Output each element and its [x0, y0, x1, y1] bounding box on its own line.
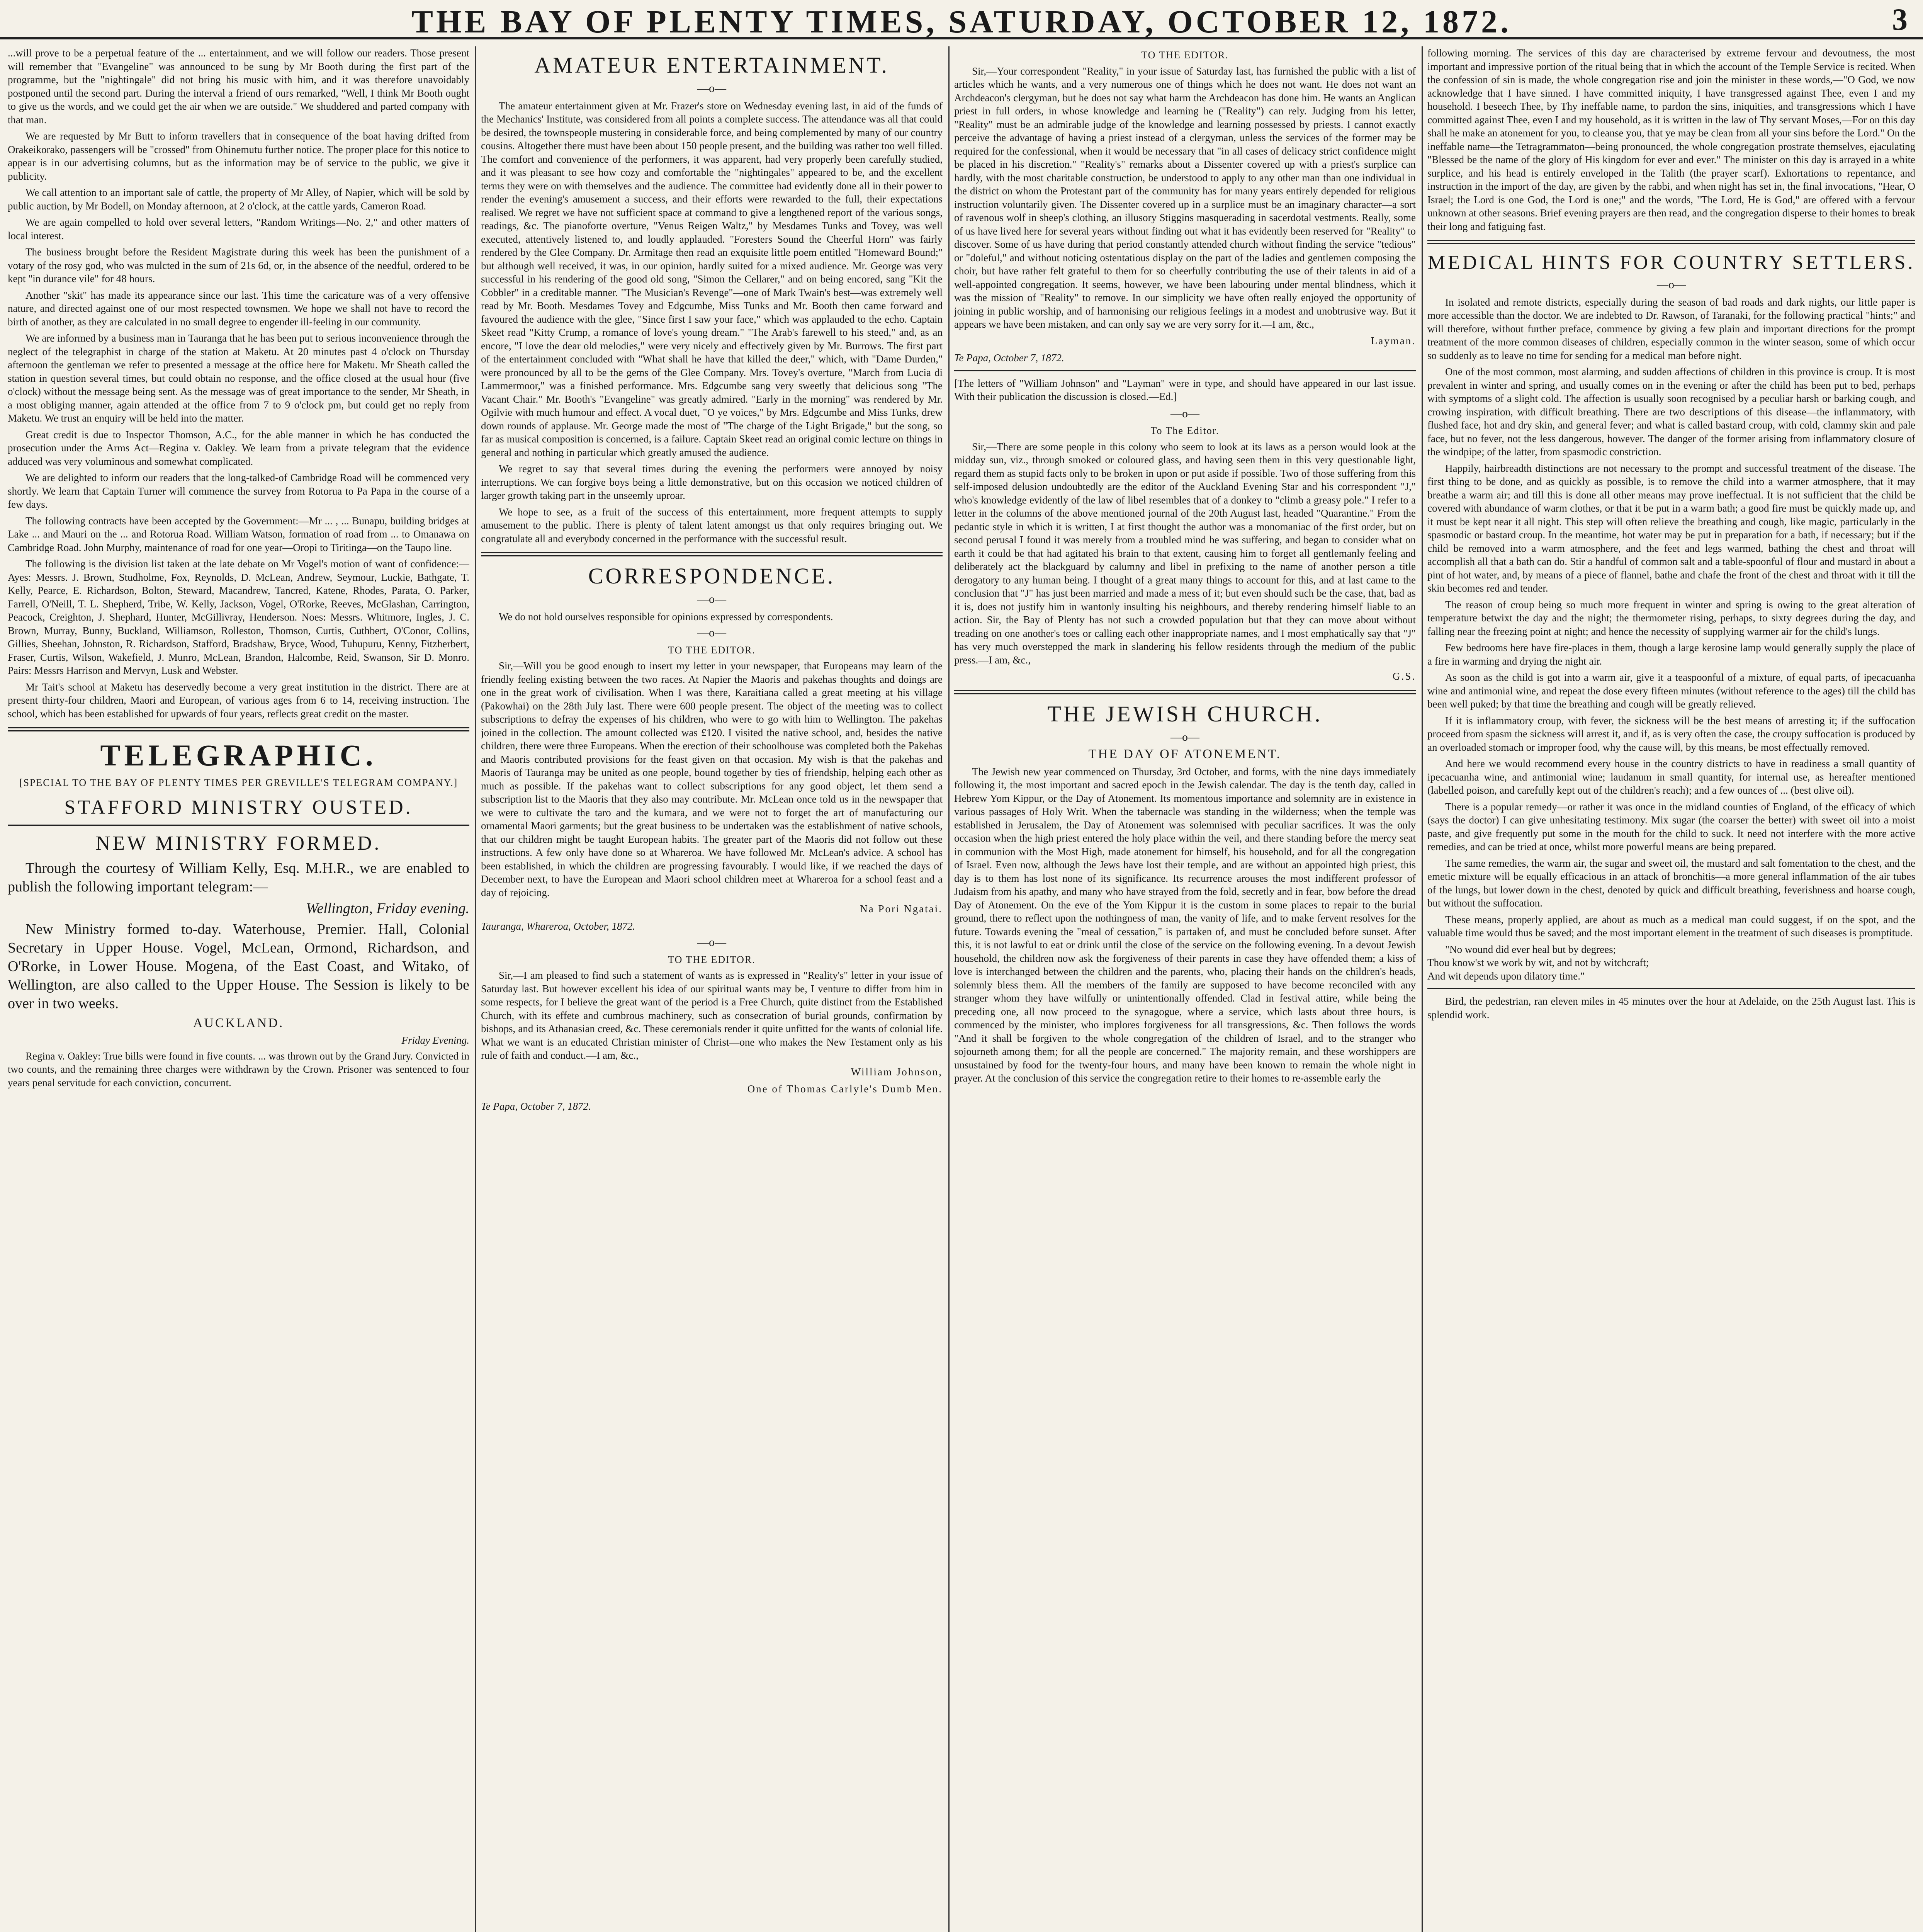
auckland-dateline: Friday Evening. — [401, 1034, 469, 1046]
news-paragraph: We are requested by Mr Butt to inform travellers that in consequence of the boat having drifted from Orakeikorako, passengers will be "crossed" from Ohinemutu further notice. The proper place for this notice to appear is in our advertising columns, but as the information may be of service to the public, we give it publicity. — [8, 130, 469, 182]
telegram-block — [8, 859, 469, 1013]
news-paragraph: following morning. The services of this day are characterised by extreme fervour and devoutness, the most important and impressive portion of the ritual being that in which the account of the Temple Service is recited. When the confession of sin is made, the whole congregation rise and join the minister in these words,—"O God, we now acknowledge that I have sinned. I have committed iniquity, I have transgressed against Thee, even I and my household. I beseech Thee, by Thy ineffable name, to pardon the sins, iniquities, and transgressions which I have committed against Thee, even I and my household, as it is written in the law of Thy servant Moses,—For on this day shall he make an atonement for you, to cleanse you, that ye may be clean from all your sins before the Lord." On the ineffable name—the Tetragrammaton—being pronounced, the whole congregation prostrate themselves, ejaculating "Blessed be the name of the glory of His kingdom for ever and ever." The minister on this day is arrayed in a white surplice, and his head is entirely enveloped in the Talith (the prayer scarf). Exhortations to repentance, and instruction in the import of the day, are given by the rabbi, and when night has set in, the final invocations, "Hear, O Israel; the Lord is one God, the Lord is one;" and the words, "The Lord, He is God," are offered with a fervour unknown at other seasons. Brief evening prayers are then read, and the congregation disperse to their homes to break their long and fatiguing fast. — [1427, 47, 1915, 232]
news-paragraph: The following is the division list taken at the late debate on Mr Vogel's motion of want of confidence:—Ayes: Messrs. J. Brown, Studholme, Fox, Reynolds, D. McLean, Andrew, Seymour, Luckie, Bathgate, T. Kelly, Pearce, E. Richardson, Bolton, Steward, Macandrew, Tancred, Katene, Rhodes, Parata, O. Parker, Farrell, O'Neill, T. L. Shepherd, Tribe, W. Kelly, Jackson, Vogel, O'Rorke, Reeves, McGlashan, Carrington, Peacock, Creighton, J. Shephard, Hunter, McGillivray, Henderson. Noes: Messrs. Whitmore, Ingles, J. C. Brown, Murray, Bunny, Buckland, Williamson, Rolleston, Thomson, Curtis, Cuthbert, O'Conor, Collins, Gillies, Sheehan, Johnston, R. Richardson, Stafford, Bradshaw, Bryce, Wood, Tuhupuru, Kenny, Fitzherbert, Fraser, Curtis, Wilson, Wakefield, J. Munro, McLean, Brandon, Halcombe, Reid, Swanson, Sir D. Monro. Pairs: Messrs Harrison and Mervyn, Lusk and Webster. — [8, 558, 469, 676]
news-paragraph: Few bedrooms here have fire-places in them, though a large kerosine lamp would generally supply the place of a fire in warming and drying the night air. — [1427, 642, 1915, 667]
news-paragraph: We hope to see, as a fruit of the success of this entertainment, more frequent attempts to supply amusement to the public. There is plenty of talent latent amongst us that only requires bringing out. We congratulate all and everybody concerned in the performance with the successful result. — [481, 506, 943, 544]
news-paragraph: ...will prove to be a perpetual feature of the ... entertainment, and we will follow our readers. Those present will remember that "Evangeline" was announced to be sung by Mr Booth during the first part of the programme, but the "nightingale" did not bring his music with him, and it was therefore unavoidably postponed until the second part. During the interval a friend of ours remarked, "Well, I think Mr Booth ought to give us the words, and we could get the air when we are outside." We shuddered and parted company with that man. — [8, 47, 469, 126]
jewish-church-heading: THE JEWISH CHURCH. — [1047, 701, 1323, 726]
news-paragraph: As soon as the child is got into a warm air, give it a teaspoonful of a mixture, of equal parts, of ipecacuanha wine and antimonial wine, and repeat the dose every fifteen minutes (without reference to the ages) till the child has been well puked; by that time the breathing and cough will be greatly relieved. — [1427, 672, 1915, 710]
divider-ornament: —o— — [1657, 278, 1686, 291]
news-paragraph: There is a popular remedy—or rather it was once in the midland counties of England, of the efficacy of which (says the doctor) I can give unhesitating testimony. Mix sugar (the coarser the better) with sweet oil into a moist paste, and give frequently put some in the mouth for the child to suck. It need not interfere with the more active remedies, and can be tried at once, whilst more powerful means are being prepared. — [1427, 801, 1915, 852]
letter-signature: Na Pori Ngatai. — [860, 903, 943, 915]
section-divider — [481, 552, 943, 556]
news-paragraph: And here we would recommend every house in the country districts to have in readiness a small quantity of ipecacuanha wine, and antimonial wine; laudanum in small quantity, for internal use, as hereafter mentioned (labelled poison, and carefully kept out of the children's reach); and a few ounces of ... (best olive oil). — [1427, 758, 1915, 796]
editor-note: [The letters of "William Johnson" and "Layman" were in type, and should have appeared in our last issue. With their publication the discussion is closed.—Ed.] — [954, 377, 1416, 402]
divider-ornament: —o— — [1170, 730, 1199, 743]
correspondence-notice: We do not hold ourselves responsible for opinions expressed by correspondents. — [499, 611, 833, 622]
telegram-dateline: Wellington, Friday evening. — [306, 900, 469, 917]
news-paragraph: Bird, the pedestrian, ran eleven miles in 45 minutes over the hour at Adelaide, on the 25th August last. This is splendid work. — [1427, 995, 1915, 1020]
letter-signature: Layman. — [1371, 335, 1416, 347]
section-divider — [1427, 240, 1915, 244]
section-divider — [8, 727, 469, 731]
news-paragraph: We are delighted to inform our readers that the long-talked-of Cambridge Road will be commenced very shortly. We learn that Captain Turner will commence the survey from Rotorua to Pa Papa in the course of a few days. — [8, 472, 469, 510]
amateur-entertainment-heading: AMATEUR ENTERTAINMENT. — [534, 53, 889, 78]
telegram-intro: Through the courtesy of William Kelly, Esq. M.H.R., we are enabled to publish the following important telegram:— — [8, 860, 469, 895]
news-paragraph: The amateur entertainment given at Mr. Frazer's store on Wednesday evening last, in aid of the funds of the Mechanics' Institute, was considered from all points a complete success. The attendance was all that could be desired, the townspeople mustering in considerable force, and being complemented by many of our country cousins. Altogether there must have been about 150 people present, and the building was rather too well filled. The comfort and convenience of the performers, it was apparent, had very properly been carefully studied, and it was pleasant to see how cozy and comfortable the "nightingales" appeared to be, and the excellent terms they were on with themselves and the audience. The committee had evidently done all in their power to render the evening's amusement a success, and their efforts were rewarded to the full, their expectations realised. We regret we have not sufficient space at command to give a lengthened report of the various songs, readings, &c. The pianoforte overture, "Venus Reigen Waltz," by Mesdames Tunks and Tovey, was well executed, attentively listened to, and loudly applauded. "Foresters Sound the Cheerful Horn" was fairly rendered by the Glee Company. Dr. Armitage then read an exquisite little poem entitled "Homeward Bound;" but although well received, it was, in our opinion, hardly suited for a mixed audience. Mr. George was very successful in his rendering of the good old song, "Simon the Cellarer," and on being encored, sang "Kit the Cobbler" in a creditable manner. "The Musician's Revenge"—one of Mark Twain's best—was extremely well read by Mr. Booth. Mesdames Tovey and Edgcumbe, Miss Tunks and Mr. Booth then came forward and favoured the audience with the glee, "Since first I saw your face," which was applauded to the echo. Captain Skeet read "Kitty Crump, a romance of love's young dream." "The Arab's farewell to his steed," and, as an encore, "I love the dear old melodies," were very nicely and effectively given by Mr. Burrows. The first part of the entertainment concluded with "What shall he have that killed the deer," which, with "Dame Durden," were pronounced by all to be the gems of the Glee Company. Mrs. Tovey's overture, "March from Lucia di Lammermoor," was a finished performance. Mrs. Edgcumbe sang very sweetly that delicious song "The Vacant Chair." Mr. Booth's "Evangeline" was greatly admired. "Early in the morning" was rendered by Mr. Ogilvie with much humour and effect. A vocal duet, "O ye voices," by Mrs. Edgcumbe and Miss Tunks, drew down rounds of applause. Mr. George made the most of "The charge of the Light Brigade," but the song, so far as musical composition is concerned, is a failure. Captain Skeet read an original comic lecture on things in general and nothing in particular which greatly amused the audience. — [481, 100, 943, 458]
news-paragraph: The Jewish new year commenced on Thursday, 3rd October, and forms, with the nine days immediately following it, the most important and sacred epoch in the Jewish calendar. The day is the tenth day, called in Hebrew Yom Kippur, or the Day of Atonement. Its momentous importance and solemnity are in existence in various passages of Holy Writ. When the tabernacle was standing in the wilderness; when the temple was established in Jerusalem, the Day of Atonement was solemnised with peculiar sacrifices. It was the only occasion when the high priest entered the holy place within the veil, and there standing before the mercy seat in communion with the Most High, made atonement for himself, his household, and for all the congregation of Israel. Even now, although the Jews have lost their temple, and are without an appointed high priest, this day is to them has lost none of its significance. Its recurrence arouses the most indifferent professor of Judaism from his apathy, and many who have strayed from the fold, secretly and in fear, bow before the dread Day of Atonement. On the eve of the Yom Kippur it is the custom in some places to repair to the burial ground, there to reflect upon the nothingness of man, the vanity of life, and to make fervent resolves for the future. Towards evening the "meal of cessation," is partaken of, and must be concluded before sunset. After this, it is not lawful to eat or drink until the close of the service on the following evening. In a devout Jewish household, the children now ask the forgiveness of their parents in case they have offended them; a kiss of love is interchanged between the children and the parents, who, placing their hands on the children's heads, solemnly bless them. All the members of the family are supposed to have become reconciled with any stranger whom they have wilfully or unintentionally offended. Clad in festival attire, while being the preceding one, all now proceed to the synagogue, where a service, which lasts about three hours, is commenced by the minister, who implores forgiveness for all transgressions, &c. Then follows the words "And it shall be forgiven to the whole congregation of the children of Israel, and to the stranger who sojourneth among them; for all the people are concerned." The majority remain, and these worshippers are unsustained by food for the twenty-four hours, and many have been known to remain the whole night in prayer. At the conclusion of this service the congregation retire to their homes to re-assemble early the — [954, 765, 1416, 1084]
to-the-editor: TO THE EDITOR. — [668, 954, 756, 965]
news-paragraph: We call attention to an important sale of cattle, the property of Mr Alley, of Napier, which will be sold by public auction, by Mr Bodell, on Monday afternoon, at 2 o'clock, at the cattle yards, Cameron Road. — [8, 187, 469, 212]
correspondence-heading: CORRESPONDENCE. — [588, 563, 836, 588]
column-4 — [1427, 46, 1915, 1932]
news-paragraph: The business brought before the Resident Magistrate during this week has been the punishment of a votary of the rosy god, who was mulcted in the sum of 21s 6d, or, in the absence of the needful, ordered to be kept "in durance vile" for 48 hours. — [8, 246, 469, 284]
rule — [954, 370, 1416, 371]
news-paragraph: In isolated and remote districts, especially during the season of bad roads and dark nights, our little paper is more accessible than the doctor. We are indebted to Dr. Rawson, of Taranaki, for the following practical "hints;" and will therefore, without further preface, commence by giving a few plain and important directions for the prompt treatment of the more common diseases of children, especially common in the winter season, some of which occur so suddenly as to leave no time for sending for a medical man before night. — [1427, 296, 1915, 361]
letter-place: Te Papa, October 7, 1872. — [481, 1100, 591, 1112]
divider-ornament: —o— — [697, 82, 726, 95]
verse-quote: "No wound did ever heal but by degrees; Thou know'st we work by wit, and not by witchcraft; And wit depends upon dilatory time." — [1427, 943, 1649, 982]
divider-ornament: —o— — [697, 626, 726, 639]
letter-body: Sir,—Will you be good enough to insert my letter in your newspaper, that Europeans may learn of the friendly feeling existing between the two races. At Napier the Maoris and pakehas thoughts and doings are one in the great work of civilisation. When I was there, Karaitiana called a great meeting at his village (Pakowhai) on the 28th July last. There were 600 people present. The object of the meeting was to collect subscriptions to defray the expenses of his children, who were to go with him to Wellington. The pakehas joined in the collection. The amount collected was £120. I visited the native school, and, besides the native children, there were three Europeans. When the erection of their schoolhouse was completed both the Pakehas and Maoris contributed provisions for the feast given on that occasion. My wish is that the pakehas and Maoris of Tauranga may be united as one people, bound together by ties of friendship, helping each other as much as possible. If the pakehas want to collect subscriptions for any good object, let them send a subscription list to the Maoris that they also may contribute. Mr. McLean once told us in the newspaper that we were to cultivate the taro and the kumara, and we were not to forget the art of manufacturing our ornamental Maori garments; but the great business to be undertaken was the establishment of native schools, that our children might be taught European habits. The greater part of the Maoris did not follow out these instructions. A few only have done so at Wharerоa. We have followed Mr. McLean's advice. A school has been established, in which the children are progressing favourably. I would like, if we reached the days of December next, to have the European and Maori school children meet at Wharerоa for a school feast and a day of rejoicing. — [481, 660, 943, 898]
column-rule — [475, 46, 476, 1932]
divider-ornament: —o— — [697, 936, 726, 949]
news-paragraph: Mr Tait's school at Maketu has deservedly become a very great institution in the district. There are at present thirty-four children, Maori and European, of various ages from 6 to 14, receiving instruction. The school, which has been established for upwards of four years, reflects great credit on the master. — [8, 681, 469, 719]
column-1 — [8, 46, 469, 1932]
telegram-body: New Ministry formed to-day. Waterhouse, Premier. Hall, Colonial Secretary in Upper House. Vogel, McLean, Ormond, Richardson, and O'Rorke, in Lower House. Mogena, of the East Coast, and Witako, of Wellington, are also called to the Upper House. The Session is likely to be over in two weeks. — [8, 921, 469, 1012]
telegraphic-headline-1: STAFFORD MINISTRY OUSTED. — [64, 796, 413, 818]
news-paragraph: Great credit is due to Inspector Thomson, A.C., for the able manner in which he has conducted the prosecution under the Arms Act—Regina v. Oakley. We learn from a private telegram that the evidence adduced was very voluminous and somewhat complicated. — [8, 429, 469, 467]
column-2 — [481, 46, 943, 1932]
letter-signature-subtitle: One of Thomas Carlyle's Dumb Men. — [747, 1083, 943, 1095]
news-paragraph: We are informed by a business man in Tauranga that he has been put to serious inconvenience through the neglect of the telegraphist in charge of the station at Maketu. At 20 minutes past 4 o'clock on Thursday afternoon the gentleman we refer to presented a message at the office here for Maketu. Mr Sheath called the station in question several times, but could obtain no response, and the office closed at the usual hour (five o'clock) without the message being sent. As the message was of great importance to the sender, Mr Sheath, in a most obliging manner, again attended at the office from 7 to 9 o'clock pm, but could get no reply from Maketu. We trust an enquiry will be held into the matter. — [8, 332, 469, 424]
letter-body: Sir,—There are some people in this colony who seem to look at its laws as a person would look at the midday sun, viz., through smoked or coloured glass, and having seen them in this very questionable light, regard them as stupid facts only to be broken in upon or put aside if possible. Two of those suffering from this self-imposed delusion undoubtedly are the editor of the Auckland Evening Star and his correspondent "J," who's knowledge evidently of the law of libel resembles that of a donkey to "climb a greasy pole." I refer to a letter in the columns of the above mentioned journal of the 20th August last, headed "Quarantine." From the pedantic style in which it is written, I at first thought the author was a monomaniac of the first order, but on second perusal I found it was merely from a troubled mind he was suffering, and began to consider what on earth it could be that had agitated his brain to that extent, causing him to forget all gentlemanly feeling and deliberately act the blackguard by calumny and libel in prefixing to the name of another person a title derogatory to any human being. I thought of a great many things to account for this, and at last came to the conclusion that "J" has just been married and made a mess of it; but even should such be the case, that, bad as it is, does not justify him in wantonly insulting his neighbours, and thereby rendering himself liable to an action. Sir, the Bay of Plenty has not such a crowded population but that they can move about without treading on one another's toes or calling each other inappropriate names, and I most emphatically say that "J" has very much overstepped the mark in slandering his fellow residents through the medium of the public press.—I am, &c., — [954, 440, 1416, 666]
telegraphic-special: [SPECIAL TO THE BAY OF PLENTY TIMES PER GREVILLE'S TELEGRAM COMPANY.] — [19, 777, 458, 788]
news-paragraph: We are again compelled to hold over several letters, "Random Writings—No. 2," and other matters of local interest. — [8, 216, 469, 242]
column-3 — [954, 46, 1416, 1932]
masthead-title: THE BAY OF PLENTY TIMES, SATURDAY, OCTOBER 12, 1872. — [411, 4, 1512, 40]
to-the-editor: TO THE EDITOR. — [668, 644, 756, 656]
letter-signature: G.S. — [1392, 670, 1416, 682]
auckland-heading: AUCKLAND. — [193, 1015, 284, 1030]
telegraphic-headline-2: NEW MINISTRY FORMED. — [95, 832, 382, 854]
letter-place: Te Papa, October 7, 1872. — [954, 352, 1064, 364]
news-paragraph: The same remedies, the warm air, the sugar and sweet oil, the mustard and salt fomentation to the chest, and the emetic mixture will be equally efficacious in an attack of bronchitis—a more general inflammation of the air tubes of the lungs, but lower down in the chest, denoted by quick and difficult breathing, feverishness and hoarse cough, but without the suffocation. — [1427, 857, 1915, 909]
news-paragraph: The following contracts have been accepted by the Government:—Mr ... , ... Bunapu, building bridges at Lake ... and Mauri on the ... and Rotorua Road. William Watson, formation of road from ... to Omanawa on Cambridge Road. John Murphy, maintenance of road for one year—Oropi to Tiritinga—on the Taupo line. — [8, 515, 469, 553]
auckland-body: Regina v. Oakley: True bills were found in five counts. ... was thrown out by the Grand Jury. Convicted in two counts, and the remaining three charges were withdrawn by the Crown. Prisoner was sentenced to four years penal servitude for each conviction, concurrent. — [8, 1050, 469, 1088]
news-paragraph: These means, properly applied, are about as much as a medical man could suggest, if on the spot, and the valuable time would thus be saved; and the most important element in the treatment of such diseases is promptitude. — [1427, 913, 1915, 939]
news-paragraph: Happily, hairbreadth distinctions are not necessary to the prompt and successful treatment of the disease. The first thing to be done, and as quickly as possible, is to remove the child into a warmer atmosphere, that it may breathe a warm air; and till this is done all other means may prove ineffectual. It is not sufficient that the child be covered with abundance of warm clothes, or that it be put in a warm bath; a good fire must be quickly made up, and it must be kept near it all night. This step will often relieve the breathing and cough, like magic, particularly in the spasmodic or bastard croup. In the meantime, hot water may be put in preparation for a bath, if necessary; but if the child be removed into a warm atmosphere, and the feet and legs warmed, bathing the chest and throat will accomplish all that a bath can do. Stir a handful of common salt and a table-spoonful of flour and mustard in about a pint of hot water, and, by means of a piece of flannel, bathe and chafe the front of the chest and throat with it till the skin becomes red and tender. — [1427, 462, 1915, 594]
news-paragraph: We regret to say that several times during the evening the performers were annoyed by noisy interruptions. We can forgive boys being a little demonstrative, but on this occasion we noticed children of larger growth taking part in the unseemly uproar. — [481, 463, 943, 501]
headline-rule — [8, 825, 469, 826]
to-the-editor: TO THE EDITOR. — [1141, 49, 1229, 61]
column-rule — [948, 46, 950, 1932]
jewish-church-subheading: THE DAY OF ATONEMENT. — [1088, 747, 1282, 761]
news-paragraph: If it is inflammatory croup, with fever, the sickness will be the best means of arresting it; if the suffocation proceed from spasm the sickness will arrest it, and if, as is very often the case, the croupy suffocation is produced by an overloaded stomach or improper food, why the cause will, by this means, be most effectually removed. — [1427, 714, 1915, 753]
masthead — [0, 0, 1923, 39]
divider-ornament: —o— — [1170, 407, 1199, 420]
divider-ornament: —o— — [697, 593, 726, 605]
letter-place: Tauranga, Wharerоa, October, 1872. — [481, 920, 635, 932]
page-number: 3 — [1892, 3, 1908, 37]
section-divider — [954, 690, 1416, 694]
telegraphic-heading: TELEGRAPHIC. — [100, 738, 377, 772]
news-paragraph: One of the most common, most alarming, and sudden affections of children in this province is croup. It is most prevalent in winter and spring, and usually comes on in the evening or after the child has been put to bed, perhaps with symptoms of a slight cold. The affection is usually soon recognised by a peculiar harsh or barking cough, and crowing inspiration, with difficult breathing. There are two descriptions of this disease—the inflammatory, with flushed face, hot and dry skin, and general fever; and what is called bastard croup, with cold, clammy skin and pale face, but no fever, not the less dangerous, however. The danger of the former arising from inflammatory closure of the windpipe; of the latter, from spasmodic constriction. — [1427, 366, 1915, 457]
medical-hints-heading: MEDICAL HINTS FOR COUNTRY SETTLERS. — [1427, 252, 1915, 274]
to-the-editor: To The Editor. — [1150, 425, 1220, 436]
rule — [1427, 988, 1915, 989]
letter-signature: William Johnson, — [851, 1066, 943, 1078]
letter-body: Sir,—I am pleased to find such a statement of wants as is expressed in "Reality's" letter in your issue of Saturday last. But however excellent his idea of our spiritual wants may be, I venture to differ from him in some respects, for I believe the great want of the period is a Free Church, quite distinct from the Established Church, with its effete and cumbrous machinery, such as consecration of burial grounds, confirmation by bishops, and its Athanasian creed, &c. These ceremonials render it quite unfitted for the wants of colonial life. What we want is an educated Christian minister of Christ—one who makes the New Testament only as his rule of faith and conduct.—I am, &c., — [481, 969, 943, 1061]
letter-body: Sir,—Your correspondent "Reality," in your issue of Saturday last, has furnished the public with a list of articles which he wants, and a very numerous one of things which he does not want. He does not want an Archdeacon's clergyman, but he does not say what harm the Archdeacon has done him. He wants an Anglican priest in full orders, in whose knowledge and learning he ("Reality") can rely. Judging from his letter, "Reality" must be an admirable judge of the knowledge and learning possessed by priests. I cannot exactly perceive the advantage of having a priest instead of a clergyman, unless the services of the former may be required for the confessional, when it would be necessary that "in all cases of delicacy strict confidence might be placed in his discretion." "Reality's" remarks about a Dissenter covered up with a priest's surplice can hardly, with the most charitable construction, be understood to apply to any other man than one individual in the district on whom the Protestant part of the community has for many years entirely depended for religious instruction voluntarily given. The Dissenter covered up in a surplice must be an imaginary character—a sort of ravenous wolf in sheep's clothing, an illusory Stiggins masquerading in sacerdotal vestments. Really, some of us have lived here for several years without finding out what it has evidently been reserved for "Reality" to discover. Some of us have during that period constantly attended church without finding the service "tedious" or "doleful," and without noticing ostentatious display on the part of the ladies and gentlemen composing the choir, but have rather felt grateful to them for so cheerfully contributing the use of their talents in aid of a well-appointed congregation. It seems, however, we have been labouring under mental blindness, which it was the mission of "Reality" to remove. In our simplicity we have often really enjoyed the opportunity of joining in public worship, and of harmonising our religious feelings in a modest and unobtrusive way. But it appears we have been mistaken, and can only say we are very sorry for it.—I am, &c., — [954, 65, 1416, 330]
news-paragraph: Another "skit" has made its appearance since our last. This time the caricature was of a very offensive nature, and directed against one of our most respected townsmen. We hope we shall not have to record the birth of another, as they are calculated in no small degree to engender ill-feeling in our community. — [8, 289, 469, 328]
column-rule — [1422, 46, 1423, 1932]
news-paragraph: The reason of croup being so much more frequent in winter and spring is owing to the great alteration of temperature betwixt the day and the night; the thermometer rising, perhaps, to sixty degrees during the day, and falling near the freezing point at night; and hence the necessity of supplying warmer air for the child's lungs. — [1427, 599, 1915, 637]
